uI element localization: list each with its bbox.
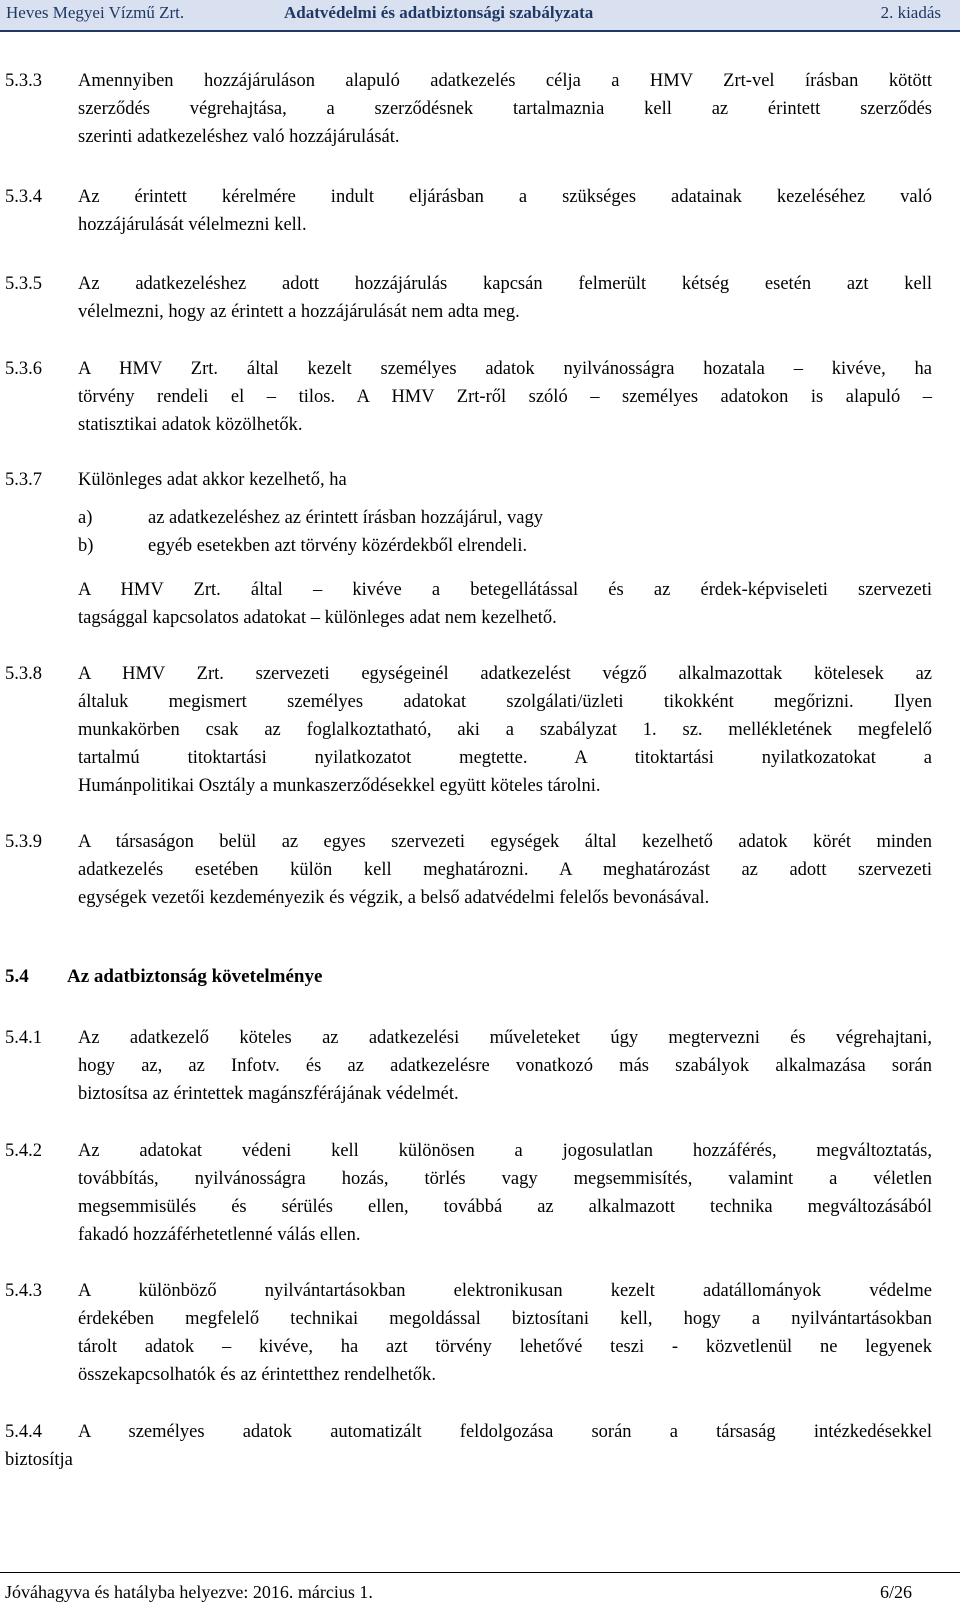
clause-line: Az adatkezelő köteles az adatkezelési műveleteket úgy megtervezni és végrehajtani, bbox=[78, 1028, 932, 1048]
clause-line: érdekében megfelelő technikai megoldással biztosítani kell, hogy a nyilvántartásokban bbox=[78, 1309, 932, 1329]
clause-number: 5.4.4 bbox=[5, 1422, 42, 1442]
clause-number: 5.4.2 bbox=[5, 1141, 42, 1161]
list-item-label: b) bbox=[78, 536, 94, 556]
clause-text bbox=[78, 466, 932, 494]
clause-line: Az adatkezeléshez adott hozzájárulás kapcsán felmerült kétség esetén azt kell bbox=[78, 274, 932, 294]
clause-text bbox=[78, 1137, 932, 1249]
clause-number: 5.3.5 bbox=[5, 274, 42, 294]
page-header bbox=[0, 0, 960, 30]
clause-line: Humánpolitikai Osztály a munkaszerződésekkel együtt köteles tárolni. bbox=[78, 776, 601, 796]
clause-number: 5.3.8 bbox=[5, 664, 42, 684]
clause-line: A különböző nyilvántartásokban elektronikusan kezelt adatállományok védelme bbox=[78, 1281, 932, 1301]
list-item-text: egyéb esetekben azt törvény közérdekből elrendeli. bbox=[148, 536, 528, 556]
clause-number: 5.4.1 bbox=[5, 1028, 42, 1048]
clause-text bbox=[78, 660, 932, 800]
clause-text bbox=[78, 1418, 932, 1446]
header-company: Heves Megyei Vízmű Zrt. bbox=[6, 3, 185, 22]
clause-line: Amennyiben hozzájáruláson alapuló adatkezelés célja a HMV Zrt-vel írásban kötött bbox=[78, 71, 932, 91]
clause-line: tárolt adatok – kivéve, ha azt törvény lehetővé teszi - közvetlenül ne legyenek bbox=[78, 1337, 932, 1357]
clause-line: A HMV Zrt. által – kivéve a betegellátással és az érdek-képviseleti szervezeti bbox=[78, 580, 932, 600]
clause-text bbox=[78, 355, 932, 439]
clause-line: továbbítás, nyilvánosságra hozás, törlés vagy megsemmisítés, valamint a véletlen bbox=[78, 1169, 932, 1189]
clause-line: A személyes adatok automatizált feldolgozása során a társaság intézkedésekkel bbox=[78, 1422, 932, 1442]
header-edition: 2. kiadás bbox=[880, 3, 941, 22]
clause-line: szerinti adatkezeléshez való hozzájárulását. bbox=[78, 127, 400, 147]
clause-number: 5.4.3 bbox=[5, 1281, 42, 1301]
clause-line: vélelmezni, hogy az érintett a hozzájárulását nem adta meg. bbox=[78, 302, 520, 322]
clause-line: adatkezelés esetében külön kell meghatározni. A meghatározást az adott szervezeti bbox=[78, 860, 932, 880]
footer-divider bbox=[0, 1572, 960, 1573]
clause-line: tagsággal kapcsolatos adatokat – különleges adat nem kezelhető. bbox=[78, 608, 557, 628]
header-divider bbox=[0, 30, 960, 32]
clause-line: hogy az, az Infotv. és az adatkezelésre vonatkozó más szabályok alkalmazása során bbox=[78, 1056, 932, 1076]
clause-number: 5.3.9 bbox=[5, 832, 42, 852]
clause-text bbox=[78, 270, 932, 326]
clause-text bbox=[78, 1277, 932, 1389]
clause-line: A HMV Zrt. szervezeti egységeinél adatkezelést végző alkalmazottak kötelesek az bbox=[78, 664, 932, 684]
clause-line: általuk megismert személyes adatokat szolgálati/üzleti tikokként megőrizni. Ilyen bbox=[78, 692, 932, 712]
clause-text bbox=[78, 67, 932, 151]
list-item-label: a) bbox=[78, 508, 93, 528]
section-number: 5.4 bbox=[5, 966, 29, 987]
clause-line: munkakörben csak az foglalkoztatható, aki a szabályzat 1. sz. mellékletének megfelelő bbox=[78, 720, 932, 740]
clause-number: 5.3.7 bbox=[5, 470, 42, 490]
clause-line: Különleges adat akkor kezelhető, ha bbox=[78, 470, 347, 490]
clause-line: összekapcsolhatók és az érintetthez rendelhetők. bbox=[78, 1365, 437, 1385]
clause-line: hozzájárulását vélelmezni kell. bbox=[78, 215, 307, 235]
clause-line: tartalmú titoktartási nyilatkozatot megtette. A titoktartási nyilatkozatokat a bbox=[78, 748, 932, 768]
clause-text bbox=[78, 576, 932, 632]
clause-text bbox=[78, 828, 932, 912]
clause-number: 5.3.3 bbox=[5, 71, 42, 91]
clause-line: A HMV Zrt. által kezelt személyes adatok nyilvánosságra hozatala – kivéve, ha bbox=[78, 359, 932, 379]
clause-text bbox=[78, 183, 932, 239]
clause-number: 5.3.6 bbox=[5, 359, 42, 379]
list-item-text: az adatkezeléshez az érintett írásban hozzájárul, vagy bbox=[148, 508, 543, 528]
clause-line: szerződés végrehajtása, a szerződésnek tartalmaznia kell az érintett szerződés bbox=[78, 99, 932, 119]
clause-line: A társaságon belül az egyes szervezeti egységek által kezelhető adatok körét minden bbox=[78, 832, 932, 852]
clause-line: statisztikai adatok közölhetők. bbox=[78, 415, 303, 435]
clause-line: törvény rendeli el – tilos. A HMV Zrt-ről szóló – személyes adatokon is alapuló – bbox=[78, 387, 932, 407]
clause-line: egységek vezetői kezdeményezik és végzik, a belső adatvédelmi felelős bevonásával. bbox=[78, 888, 710, 908]
footer-approval-date: Jóváhagyva és hatályba helyezve: 2016. március 1. bbox=[5, 1582, 373, 1602]
clause-line: biztosítsa az érintettek magánszférájának védelmét. bbox=[78, 1084, 459, 1104]
clause-line: fakadó hozzáférhetetlenné válás ellen. bbox=[78, 1225, 361, 1245]
clause-line: Az adatokat védeni kell különösen a jogosulatlan hozzáférés, megváltoztatás, bbox=[78, 1141, 932, 1161]
clause-number: 5.3.4 bbox=[5, 187, 42, 207]
clause-line-continuation: biztosítja bbox=[5, 1450, 73, 1470]
clause-line: megsemmisülés és sérülés ellen, továbbá az alkalmazott technika megváltozásából bbox=[78, 1197, 932, 1217]
section-title: Az adatbiztonság követelménye bbox=[67, 966, 323, 987]
clause-text bbox=[78, 1024, 932, 1108]
header-document-title: Adatvédelmi és adatbiztonsági szabályzata bbox=[284, 3, 594, 22]
clause-line: Az érintett kérelmére indult eljárásban a szükséges adatainak kezeléséhez való bbox=[78, 187, 932, 207]
footer-page-number: 6/26 bbox=[879, 1582, 912, 1602]
